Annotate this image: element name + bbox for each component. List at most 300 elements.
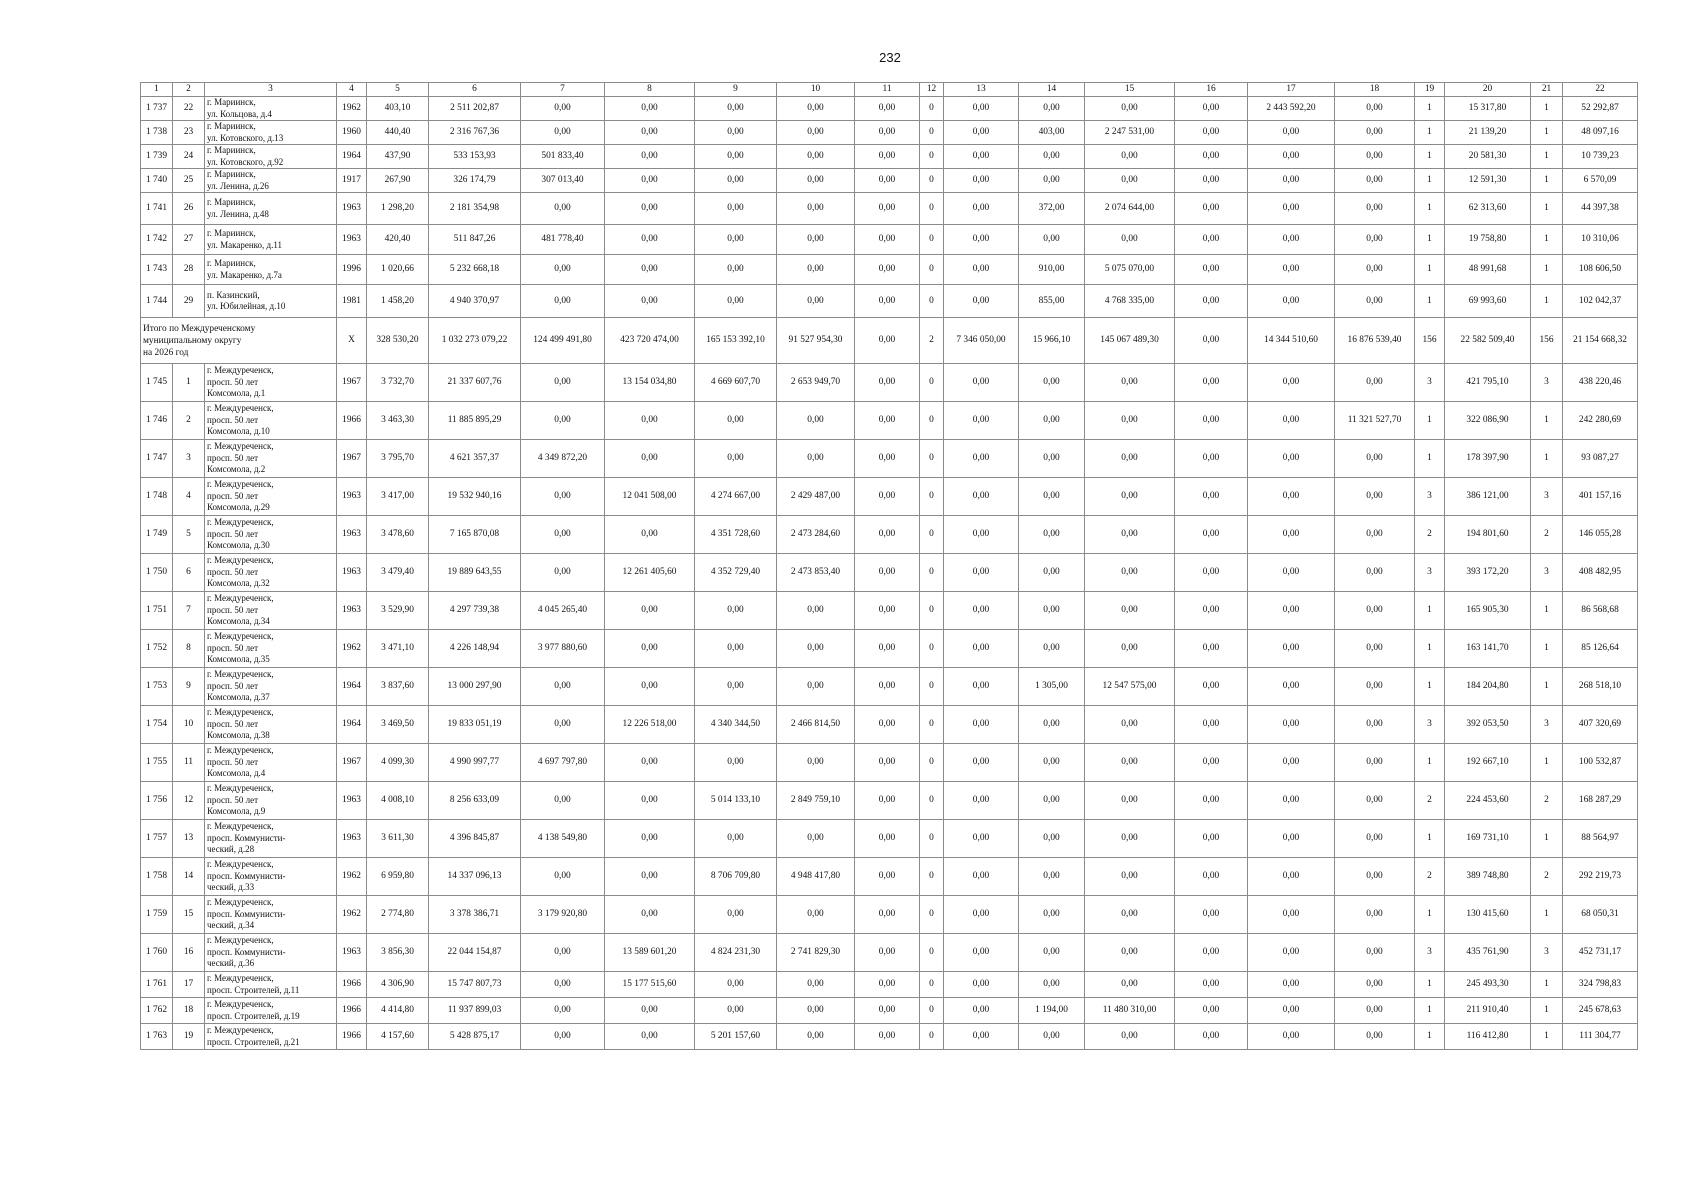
value-cell: 3 378 386,71 xyxy=(429,896,521,934)
value-cell: 116 412,80 xyxy=(1445,1024,1531,1050)
row-subindex-cell: 15 xyxy=(173,896,205,934)
address-line: Комсомола, д.37 xyxy=(207,692,270,703)
row-subindex-cell: 28 xyxy=(173,255,205,285)
value-cell: 2 074 644,00 xyxy=(1085,193,1175,225)
value-cell: 211 910,40 xyxy=(1445,998,1531,1024)
value-cell: 0,00 xyxy=(1248,364,1335,402)
address-line: ул. Ленина, д.48 xyxy=(207,208,269,219)
row-subindex-cell: 4 xyxy=(173,478,205,516)
value-cell: 0,00 xyxy=(1175,592,1248,630)
value-cell: 1 xyxy=(1415,193,1445,225)
address-line: Комсомола, д.10 xyxy=(207,426,270,437)
value-cell: 4 396 845,87 xyxy=(429,820,521,858)
column-number-header: 1 xyxy=(141,83,173,97)
table-row xyxy=(141,934,1638,972)
table-row xyxy=(141,744,1638,782)
value-cell: 1962 xyxy=(337,858,367,896)
value-cell: 1967 xyxy=(337,364,367,402)
value-cell: 3 856,30 xyxy=(367,934,429,972)
value-cell: 0,00 xyxy=(944,169,1019,193)
value-cell: 1 298,20 xyxy=(367,193,429,225)
value-cell: 0,00 xyxy=(1248,285,1335,318)
value-cell: 0,00 xyxy=(944,440,1019,478)
address-line: ческий, д.28 xyxy=(207,844,255,855)
value-cell: 3 471,10 xyxy=(367,630,429,668)
value-cell: 2 xyxy=(1415,858,1445,896)
row-subindex-cell: 25 xyxy=(173,169,205,193)
value-cell: 0 xyxy=(920,478,944,516)
address-line: ул. Макаренко, д.11 xyxy=(207,239,283,250)
value-cell: 0,00 xyxy=(855,121,920,145)
value-cell: 1996 xyxy=(337,255,367,285)
address-line: ческий, д.34 xyxy=(207,920,255,931)
table-row xyxy=(141,972,1638,998)
address-line: г. Мариинск, xyxy=(207,145,256,155)
value-cell: 3 479,40 xyxy=(367,554,429,592)
value-cell: 0,00 xyxy=(777,744,855,782)
value-cell: 62 313,60 xyxy=(1445,193,1531,225)
value-cell: 4 351 728,60 xyxy=(695,516,777,554)
value-cell: 0 xyxy=(920,225,944,255)
value-cell: 1 xyxy=(1415,744,1445,782)
value-cell: 0,00 xyxy=(777,169,855,193)
value-cell: 0,00 xyxy=(1019,896,1085,934)
value-cell: 2 181 354,98 xyxy=(429,193,521,225)
value-cell: 4 768 335,00 xyxy=(1085,285,1175,318)
value-cell: 0,00 xyxy=(944,858,1019,896)
value-cell: 0,00 xyxy=(1019,592,1085,630)
table-body xyxy=(141,83,1638,1050)
address-line: просп. Коммунисти- xyxy=(207,832,286,843)
row-subindex-cell: 14 xyxy=(173,858,205,896)
value-cell: 0,00 xyxy=(695,285,777,318)
value-cell: 0,00 xyxy=(605,121,695,145)
value-cell: 0,00 xyxy=(521,934,605,972)
value-cell: 440,40 xyxy=(367,121,429,145)
address-line: г. Междуреченск, xyxy=(207,859,274,870)
value-cell: 4 697 797,80 xyxy=(521,744,605,782)
column-number-header: 14 xyxy=(1019,83,1085,97)
value-cell: 324 798,83 xyxy=(1563,972,1638,998)
value-cell: 1963 xyxy=(337,782,367,820)
row-subindex-cell: 12 xyxy=(173,782,205,820)
value-cell: 3 xyxy=(1415,554,1445,592)
row-subindex-cell: 27 xyxy=(173,225,205,255)
value-cell: 5 075 070,00 xyxy=(1085,255,1175,285)
value-cell: 0 xyxy=(920,972,944,998)
value-cell: 0,00 xyxy=(855,820,920,858)
value-cell: 1963 xyxy=(337,193,367,225)
value-cell: 0,00 xyxy=(855,1024,920,1050)
value-cell: 0,00 xyxy=(1335,744,1415,782)
subtotal-label xyxy=(141,318,337,364)
address-cell xyxy=(205,896,337,934)
registry-table xyxy=(140,82,1638,1050)
row-subindex-cell: 29 xyxy=(173,285,205,318)
value-cell: 0,00 xyxy=(944,820,1019,858)
value-cell: 0,00 xyxy=(1335,668,1415,706)
value-cell: 5 428 875,17 xyxy=(429,1024,521,1050)
value-cell: 1 xyxy=(1531,402,1563,440)
value-cell: 0,00 xyxy=(605,402,695,440)
value-cell: 0,00 xyxy=(695,402,777,440)
column-number-header: 19 xyxy=(1415,83,1445,97)
subtotal-value-cell: Х xyxy=(337,318,367,364)
value-cell: 1 xyxy=(1415,285,1445,318)
value-cell: 12 591,30 xyxy=(1445,169,1531,193)
column-number-header: 18 xyxy=(1335,83,1415,97)
value-cell: 1963 xyxy=(337,934,367,972)
column-number-header: 17 xyxy=(1248,83,1335,97)
address-line: Комсомола, д.38 xyxy=(207,730,270,741)
column-number-header: 5 xyxy=(367,83,429,97)
value-cell: 438 220,46 xyxy=(1563,364,1638,402)
address-line: ческий, д.36 xyxy=(207,958,255,969)
value-cell: 0,00 xyxy=(855,630,920,668)
value-cell: 224 453,60 xyxy=(1445,782,1531,820)
address-cell xyxy=(205,630,337,668)
value-cell: 1 xyxy=(1415,972,1445,998)
value-cell: 0,00 xyxy=(855,516,920,554)
value-cell: 0,00 xyxy=(1019,706,1085,744)
value-cell: 5 232 668,18 xyxy=(429,255,521,285)
value-cell: 184 204,80 xyxy=(1445,668,1531,706)
value-cell: 3 xyxy=(1415,478,1445,516)
value-cell: 0 xyxy=(920,554,944,592)
value-cell: 0,00 xyxy=(1248,193,1335,225)
value-cell: 1966 xyxy=(337,402,367,440)
address-line: г. Междуреченск, xyxy=(207,935,274,946)
column-number-header: 9 xyxy=(695,83,777,97)
address-cell xyxy=(205,478,337,516)
value-cell: 1 305,00 xyxy=(1019,668,1085,706)
value-cell: 1 xyxy=(1531,744,1563,782)
address-line: просп. 50 лет xyxy=(207,756,259,767)
value-cell: 10 739,23 xyxy=(1563,145,1638,169)
value-cell: 0 xyxy=(920,169,944,193)
value-cell: 0,00 xyxy=(1335,478,1415,516)
value-cell: 4 138 549,80 xyxy=(521,820,605,858)
address-line: г. Междуреченск, xyxy=(207,1025,274,1035)
value-cell: 0,00 xyxy=(521,402,605,440)
value-cell: 19 889 643,55 xyxy=(429,554,521,592)
value-cell: 0,00 xyxy=(521,516,605,554)
table-row xyxy=(141,145,1638,169)
value-cell: 0,00 xyxy=(605,285,695,318)
value-cell: 0,00 xyxy=(605,169,695,193)
value-cell: 0,00 xyxy=(695,169,777,193)
value-cell: 0,00 xyxy=(1085,706,1175,744)
address-line: г. Мариинск, xyxy=(207,258,256,268)
value-cell: 178 397,90 xyxy=(1445,440,1531,478)
value-cell: 3 529,90 xyxy=(367,592,429,630)
value-cell: 0,00 xyxy=(855,145,920,169)
row-index-cell: 1 763 xyxy=(141,1024,173,1050)
value-cell: 0,00 xyxy=(1335,285,1415,318)
value-cell: 0,00 xyxy=(521,858,605,896)
value-cell: 407 320,69 xyxy=(1563,706,1638,744)
value-cell: 1 xyxy=(1531,285,1563,318)
value-cell: 2 473 284,60 xyxy=(777,516,855,554)
value-cell: 0,00 xyxy=(1175,285,1248,318)
value-cell: 0,00 xyxy=(521,193,605,225)
value-cell: 0,00 xyxy=(521,782,605,820)
value-cell: 292 219,73 xyxy=(1563,858,1638,896)
value-cell: 0,00 xyxy=(777,972,855,998)
address-line: г. Мариинск, xyxy=(207,169,256,179)
value-cell: 1 xyxy=(1531,896,1563,934)
subtotal-value-cell: 91 527 954,30 xyxy=(777,318,855,364)
value-cell: 0,00 xyxy=(855,668,920,706)
row-index-cell: 1 746 xyxy=(141,402,173,440)
address-line: ул. Кольцова, д.4 xyxy=(207,108,272,119)
value-cell: 0,00 xyxy=(605,1024,695,1050)
address-line: г. Междуреченск, xyxy=(207,441,274,452)
subtotal-value-cell: 16 876 539,40 xyxy=(1335,318,1415,364)
value-cell: 0,00 xyxy=(1335,193,1415,225)
value-cell: 0,00 xyxy=(1175,706,1248,744)
value-cell: 2 316 767,36 xyxy=(429,121,521,145)
value-cell: 4 274 667,00 xyxy=(695,478,777,516)
address-line: г. Междуреченск, xyxy=(207,973,274,983)
value-cell: 403,00 xyxy=(1019,121,1085,145)
value-cell: 1 xyxy=(1415,255,1445,285)
subtotal-value-cell: 1 032 273 079,22 xyxy=(429,318,521,364)
value-cell: 0,00 xyxy=(1085,1024,1175,1050)
subtotal-value-cell: 2 xyxy=(920,318,944,364)
value-cell: 0,00 xyxy=(777,440,855,478)
value-cell: 481 778,40 xyxy=(521,225,605,255)
address-line: просп. 50 лет xyxy=(207,680,259,691)
value-cell: 11 885 895,29 xyxy=(429,402,521,440)
address-line: просп. 50 лет xyxy=(207,414,259,425)
value-cell: 0,00 xyxy=(1085,744,1175,782)
value-cell: 0,00 xyxy=(944,998,1019,1024)
row-subindex-cell: 3 xyxy=(173,440,205,478)
table-row xyxy=(141,193,1638,225)
value-cell: 0,00 xyxy=(1335,592,1415,630)
value-cell: 408 482,95 xyxy=(1563,554,1638,592)
value-cell: 13 000 297,90 xyxy=(429,668,521,706)
address-line: ул. Ленина, д.26 xyxy=(207,180,269,191)
value-cell: 0,00 xyxy=(605,858,695,896)
column-number-header: 11 xyxy=(855,83,920,97)
value-cell: 1 xyxy=(1415,668,1445,706)
value-cell: 0,00 xyxy=(605,782,695,820)
value-cell: 3 417,00 xyxy=(367,478,429,516)
value-cell: 192 667,10 xyxy=(1445,744,1531,782)
value-cell: 1962 xyxy=(337,896,367,934)
value-cell: 0,00 xyxy=(605,630,695,668)
value-cell: 0,00 xyxy=(1085,630,1175,668)
value-cell: 0,00 xyxy=(1248,255,1335,285)
value-cell: 0,00 xyxy=(1019,972,1085,998)
value-cell: 13 589 601,20 xyxy=(605,934,695,972)
row-index-cell: 1 750 xyxy=(141,554,173,592)
value-cell: 0,00 xyxy=(521,668,605,706)
value-cell: 0,00 xyxy=(1335,255,1415,285)
value-cell: 2 473 853,40 xyxy=(777,554,855,592)
value-cell: 0,00 xyxy=(1175,225,1248,255)
address-line: г. Междуреченск, xyxy=(207,403,274,414)
value-cell: 3 xyxy=(1531,554,1563,592)
row-index-cell: 1 740 xyxy=(141,169,173,193)
value-cell: 0,00 xyxy=(1019,364,1085,402)
value-cell: 0,00 xyxy=(855,782,920,820)
table-row xyxy=(141,1024,1638,1050)
value-cell: 0,00 xyxy=(1335,706,1415,744)
value-cell: 0,00 xyxy=(1335,630,1415,668)
value-cell: 0,00 xyxy=(521,121,605,145)
table-row xyxy=(141,121,1638,145)
column-number-header: 15 xyxy=(1085,83,1175,97)
value-cell: 0,00 xyxy=(777,121,855,145)
address-line: г. Междуреченск, xyxy=(207,745,274,756)
value-cell: 511 847,26 xyxy=(429,225,521,255)
column-number-header: 3 xyxy=(205,83,337,97)
address-line: г. Междуреченск, xyxy=(207,821,274,832)
address-line: просп. 50 лет xyxy=(207,528,259,539)
value-cell: 0,00 xyxy=(1335,97,1415,121)
value-cell: 0,00 xyxy=(944,668,1019,706)
value-cell: 20 581,30 xyxy=(1445,145,1531,169)
value-cell: 0,00 xyxy=(695,668,777,706)
table-row xyxy=(141,225,1638,255)
value-cell: 163 141,70 xyxy=(1445,630,1531,668)
row-subindex-cell: 13 xyxy=(173,820,205,858)
value-cell: 0,00 xyxy=(695,145,777,169)
value-cell: 0,00 xyxy=(1248,402,1335,440)
value-cell: 0,00 xyxy=(1248,440,1335,478)
value-cell: 421 795,10 xyxy=(1445,364,1531,402)
value-cell: 0,00 xyxy=(1019,782,1085,820)
value-cell: 0,00 xyxy=(944,478,1019,516)
value-cell: 0,00 xyxy=(1019,554,1085,592)
row-subindex-cell: 18 xyxy=(173,998,205,1024)
value-cell: 0,00 xyxy=(1085,169,1175,193)
value-cell: 0,00 xyxy=(1175,1024,1248,1050)
value-cell: 0,00 xyxy=(855,402,920,440)
address-cell xyxy=(205,402,337,440)
value-cell: 12 547 575,00 xyxy=(1085,668,1175,706)
row-index-cell: 1 755 xyxy=(141,744,173,782)
value-cell: 0,00 xyxy=(855,934,920,972)
value-cell: 0,00 xyxy=(944,1024,1019,1050)
row-subindex-cell: 5 xyxy=(173,516,205,554)
column-number-header: 21 xyxy=(1531,83,1563,97)
subtotal-value-cell: 14 344 510,60 xyxy=(1248,318,1335,364)
table-row xyxy=(141,998,1638,1024)
value-cell: 0,00 xyxy=(1248,554,1335,592)
value-cell: 0 xyxy=(920,1024,944,1050)
value-cell: 0 xyxy=(920,998,944,1024)
value-cell: 2 xyxy=(1531,516,1563,554)
value-cell: 0,00 xyxy=(605,592,695,630)
row-subindex-cell: 17 xyxy=(173,972,205,998)
value-cell: 0,00 xyxy=(777,225,855,255)
value-cell: 0,00 xyxy=(1019,145,1085,169)
value-cell: 0,00 xyxy=(855,554,920,592)
value-cell: 0,00 xyxy=(1085,782,1175,820)
value-cell: 169 731,10 xyxy=(1445,820,1531,858)
value-cell: 1967 xyxy=(337,440,367,478)
value-cell: 1 xyxy=(1531,592,1563,630)
subtotal-label-line: на 2026 год xyxy=(143,347,189,358)
value-cell: 403,10 xyxy=(367,97,429,121)
value-cell: 1963 xyxy=(337,592,367,630)
value-cell: 0,00 xyxy=(944,97,1019,121)
address-line: г. Междуреченск, xyxy=(207,365,274,376)
address-line: г. Мариинск, xyxy=(207,121,256,131)
value-cell: 0,00 xyxy=(944,255,1019,285)
value-cell: 0,00 xyxy=(777,998,855,1024)
value-cell: 0,00 xyxy=(1175,858,1248,896)
value-cell: 0,00 xyxy=(944,402,1019,440)
value-cell: 10 310,06 xyxy=(1563,225,1638,255)
value-cell: 393 172,20 xyxy=(1445,554,1531,592)
value-cell: 4 306,90 xyxy=(367,972,429,998)
column-number-header: 20 xyxy=(1445,83,1531,97)
value-cell: 85 126,64 xyxy=(1563,630,1638,668)
row-index-cell: 1 761 xyxy=(141,972,173,998)
row-subindex-cell: 24 xyxy=(173,145,205,169)
value-cell: 0,00 xyxy=(1335,934,1415,972)
column-number-header: 7 xyxy=(521,83,605,97)
value-cell: 194 801,60 xyxy=(1445,516,1531,554)
value-cell: 242 280,69 xyxy=(1563,402,1638,440)
value-cell: 0,00 xyxy=(521,364,605,402)
value-cell: 1963 xyxy=(337,516,367,554)
value-cell: 0,00 xyxy=(944,592,1019,630)
address-line: ул. Юбилейная, д.10 xyxy=(207,301,286,311)
value-cell: 0,00 xyxy=(1175,516,1248,554)
value-cell: 0,00 xyxy=(777,402,855,440)
address-line: Комсомола, д.4 xyxy=(207,768,266,779)
value-cell: 0,00 xyxy=(1248,478,1335,516)
value-cell: 3 732,70 xyxy=(367,364,429,402)
value-cell: 0,00 xyxy=(1335,1024,1415,1050)
value-cell: 0,00 xyxy=(1248,630,1335,668)
address-line: г. Мариинск, xyxy=(207,228,256,238)
value-cell: 88 564,97 xyxy=(1563,820,1638,858)
value-cell: 1 458,20 xyxy=(367,285,429,318)
value-cell: 0,00 xyxy=(695,193,777,225)
column-number-row xyxy=(141,83,1638,97)
value-cell: 0,00 xyxy=(1248,145,1335,169)
value-cell: 0,00 xyxy=(777,255,855,285)
table-row xyxy=(141,554,1638,592)
row-index-cell: 1 753 xyxy=(141,668,173,706)
value-cell: 22 044 154,87 xyxy=(429,934,521,972)
value-cell: 0,00 xyxy=(944,193,1019,225)
value-cell: 0,00 xyxy=(1175,630,1248,668)
table-row xyxy=(141,169,1638,193)
value-cell: 1 xyxy=(1415,97,1445,121)
value-cell: 0,00 xyxy=(1335,169,1415,193)
value-cell: 2 466 814,50 xyxy=(777,706,855,744)
value-cell: 0,00 xyxy=(1019,225,1085,255)
value-cell: 4 157,60 xyxy=(367,1024,429,1050)
address-line: г. Междуреченск, xyxy=(207,593,274,604)
value-cell: 1966 xyxy=(337,972,367,998)
value-cell: 3 xyxy=(1531,478,1563,516)
value-cell: 4 349 872,20 xyxy=(521,440,605,478)
subtotal-value-cell: 165 153 392,10 xyxy=(695,318,777,364)
value-cell: 0,00 xyxy=(944,516,1019,554)
value-cell: 0,00 xyxy=(695,630,777,668)
value-cell: 11 937 899,03 xyxy=(429,998,521,1024)
table-row xyxy=(141,516,1638,554)
